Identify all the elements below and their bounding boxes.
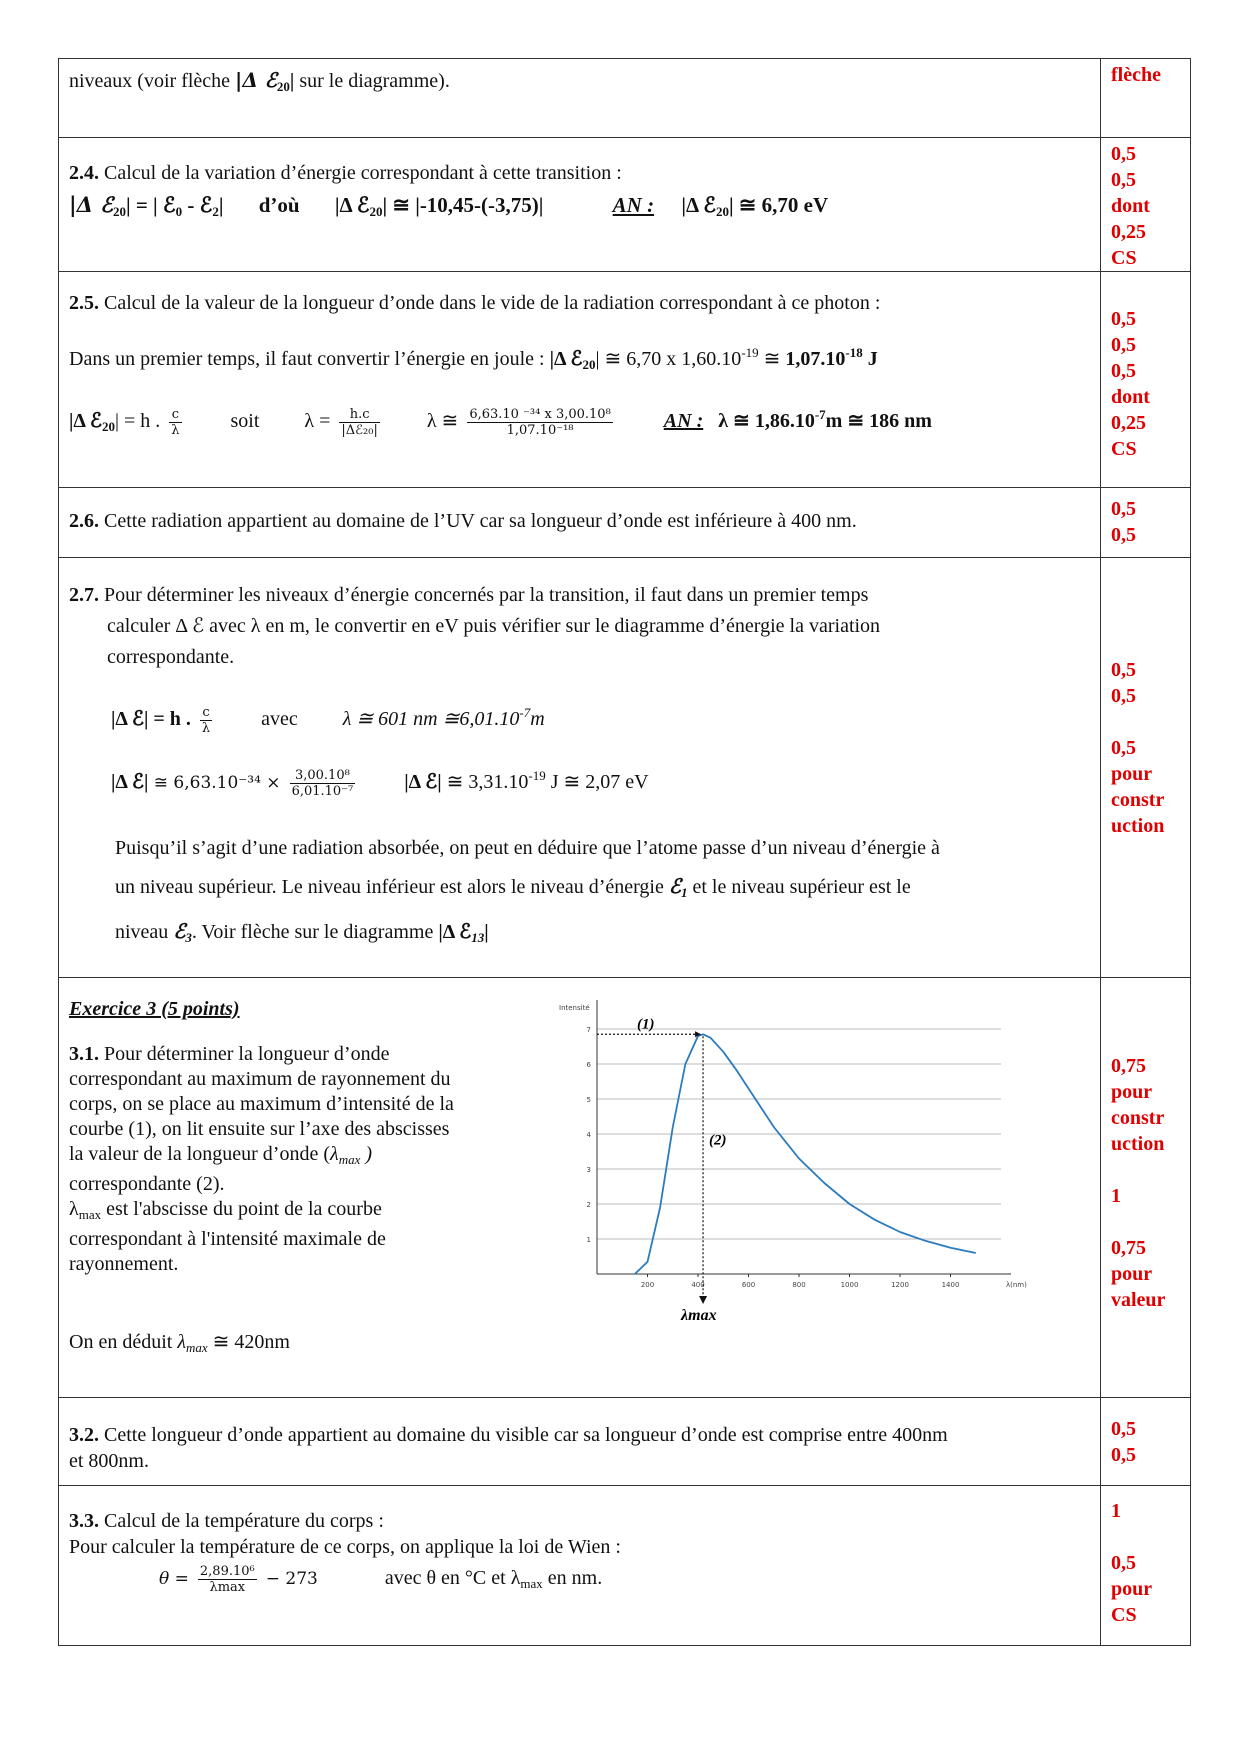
marks-r24: 0,5 0,5 dont 0,25 CS (1111, 143, 1150, 269)
y-axis-label: Intensité (559, 1004, 590, 1012)
row-3-3: 3.3. Calcul de la température du corps : Pour calculer la température de ce corps, on applique la loi de Wien : θ = $\frac{\text{2,89.10⁶}}{\lambda\max}$ − 273 avec θ en °C et $\lambda_{max}$ en nm. 1 0,5 pour CS (59, 1486, 1191, 1646)
row-3-1: Exercice 3 (5 points) 3.1. Pour déterminer la longueur d’onde correspondant au maximum de rayonnement du corps, on se place au maximum d’intensité de la courbe (1), on lit ensuite sur l’axe des abscisses la valeur de la longueur d’onde ($\lambda_{max}$ ) correspondante (2). $\lambda_{max}$ est l'abscisse du point de la courbe correspondant à l'intensité maximale de rayonnement. On en déduit $\lambda_{max}$ ≅ 420nm 1 2 3 4 5 6 7 Intensité λ(nm) 200 400 600 800 1000 1200 1400 (1) (2) λmax 0,75 pour constr uction 1 0,75 pour valeur (59, 978, 1191, 1398)
intensity-chart (545, 992, 1065, 1352)
arrowhead-2 (699, 1296, 707, 1304)
y-tick-label: 6 (586, 1061, 591, 1069)
y-tick-label: 4 (586, 1131, 591, 1139)
spectrum-curve (635, 1034, 976, 1274)
row-2-4: 2.4. Calcul de la variation d’énergie correspondant à cette transition : |Δ ℰ$_{20}$| = | ℰ$_0$ - ℰ$_2$| d’où |Δ ℰ$_{20}$| ≅ |-10,45-(-3,75)| AN : |Δ ℰ$_{20}$| ≅ 6,70 eV 0,5 0,5 dont 0,25 CS (59, 138, 1191, 272)
marks-r27: 0,5 0,5 0,5 pour constr uction (1111, 659, 1165, 837)
fraction-c-lambda: $\frac{c}{\lambda}$ (171, 406, 180, 438)
correction-sheet (58, 58, 1190, 1646)
question-number: 2.4. (69, 162, 99, 184)
delta-energy: |Δ ℰ (235, 68, 277, 92)
row-2-5: 2.5. Calcul de la valeur de la longueur d’onde dans le vide de la radiation correspondant à ce photon : Dans un premier temps, il faut convertir l’énergie en joule : |Δ ℰ$_{20}$| ≅ 6,70 x $1,60.10^{-19}$ ≅ $1,07.10^{-18}$ J |Δ ℰ$_{20}$| = h . $\frac{c}{\lambda}$ soit λ = $\frac{h.c}{\text{|Δℰ₂₀|}}$ λ ≅ $\frac{\text{6,63.10 ⁻³⁴ x 3,00.10⁸}}{\text{1,07.10⁻¹⁸}}$ AN : λ ≅ $1,86.10^{-7}m$ ≅ 186 nm 0,5 0,5 0,5 dont 0,25 CS (59, 272, 1191, 488)
correction-table (58, 58, 1191, 1646)
x-axis-label: λ(nm) (1006, 1281, 1027, 1289)
an-label: AN : (612, 193, 655, 217)
x-tick-label: 200 (640, 1281, 655, 1289)
text: niveaux (voir flèche (69, 70, 236, 92)
y-tick-label: 3 (586, 1166, 591, 1174)
x-tick-label: 1400 (941, 1281, 960, 1289)
marks-r1: flèche (1111, 64, 1161, 86)
fraction-hc: $\frac{h.c}{\text{|Δℰ₂₀|}}$ (341, 406, 378, 438)
x-tick-label: 600 (741, 1281, 756, 1289)
annotation-1: (1) (637, 1016, 655, 1033)
marks-r25: 0,5 0,5 0,5 dont 0,25 CS (1111, 308, 1150, 460)
exercise-title: Exercice 3 (5 points) (69, 998, 240, 1020)
row-2-6: 2.6. Cette radiation appartient au domaine de l’UV car sa longueur d’onde est inférieure à 400 nm. 0,5 0,5 (59, 488, 1191, 558)
row-arrow-note: niveaux (voir flèche |Δ ℰ$_{20}$| sur le diagramme). flèche (59, 59, 1191, 138)
x-tick-label: 1200 (891, 1281, 909, 1289)
annotation-2: (2) (709, 1132, 727, 1149)
row-2-7: 2.7. Pour déterminer les niveaux d’énergie concernés par la transition, il faut dans un premier temps calculer Δ ℰ avec λ en m, le convertir en eV puis vérifier sur le diagramme d’énergie la variation correspondante. |Δ ℰ| = h . $\frac{c}{\lambda}$ avec λ ≅ 601 nm $≅6,01.10^{-7}m$ |Δ ℰ| ≅ 6,63.10⁻³⁴ × $\frac{\text{3,00.10⁸}}{\text{6,01.10⁻⁷}}$ |Δ ℰ| ≅ $3,31.10^{-19}$ J ≅ 2,07 eV Puisqu’il s’agit d’une radiation absorbée, on peut en déduire que l’atome passe d’un niveau d’énergie à un niveau supérieur. Le niveau inférieur est alors le niveau d’énergie ℰ$_1$ et le niveau supérieur est le niveau ℰ$_3$. Voir flèche sur le diagramme |Δ ℰ$_{13}$| 0,5 0,5 0,5 pour constr uction (59, 558, 1191, 978)
x-tick-label: 400 (691, 1281, 705, 1289)
marks-r32: 0,5 0,5 (1111, 1418, 1136, 1466)
y-tick-label: 2 (586, 1201, 591, 1209)
marks-r31: 0,75 pour constr uction 1 0,75 pour valeur (1111, 1055, 1166, 1311)
x-tick-label: 1000 (840, 1281, 859, 1289)
marks-r33: 1 0,5 pour CS (1111, 1500, 1153, 1626)
marks-r26: 0,5 0,5 (1111, 498, 1136, 546)
y-tick-label: 1 (586, 1236, 591, 1244)
y-tick-label: 5 (586, 1096, 591, 1104)
y-tick-label: 7 (586, 1026, 591, 1034)
lambda-max-label: λmax (681, 1307, 717, 1324)
x-tick-label: 800 (792, 1281, 806, 1289)
fraction-numeric: $\frac{\text{6,63.10 ⁻³⁴ x 3,00.10⁸}}{\text{1,07.10⁻¹⁸}}$ (469, 406, 611, 438)
row-3-2: 3.2. Cette longueur d’onde appartient au domaine du visible car sa longueur d’onde est comprise entre 400nm et 800nm. 0,5 0,5 (59, 1398, 1191, 1486)
